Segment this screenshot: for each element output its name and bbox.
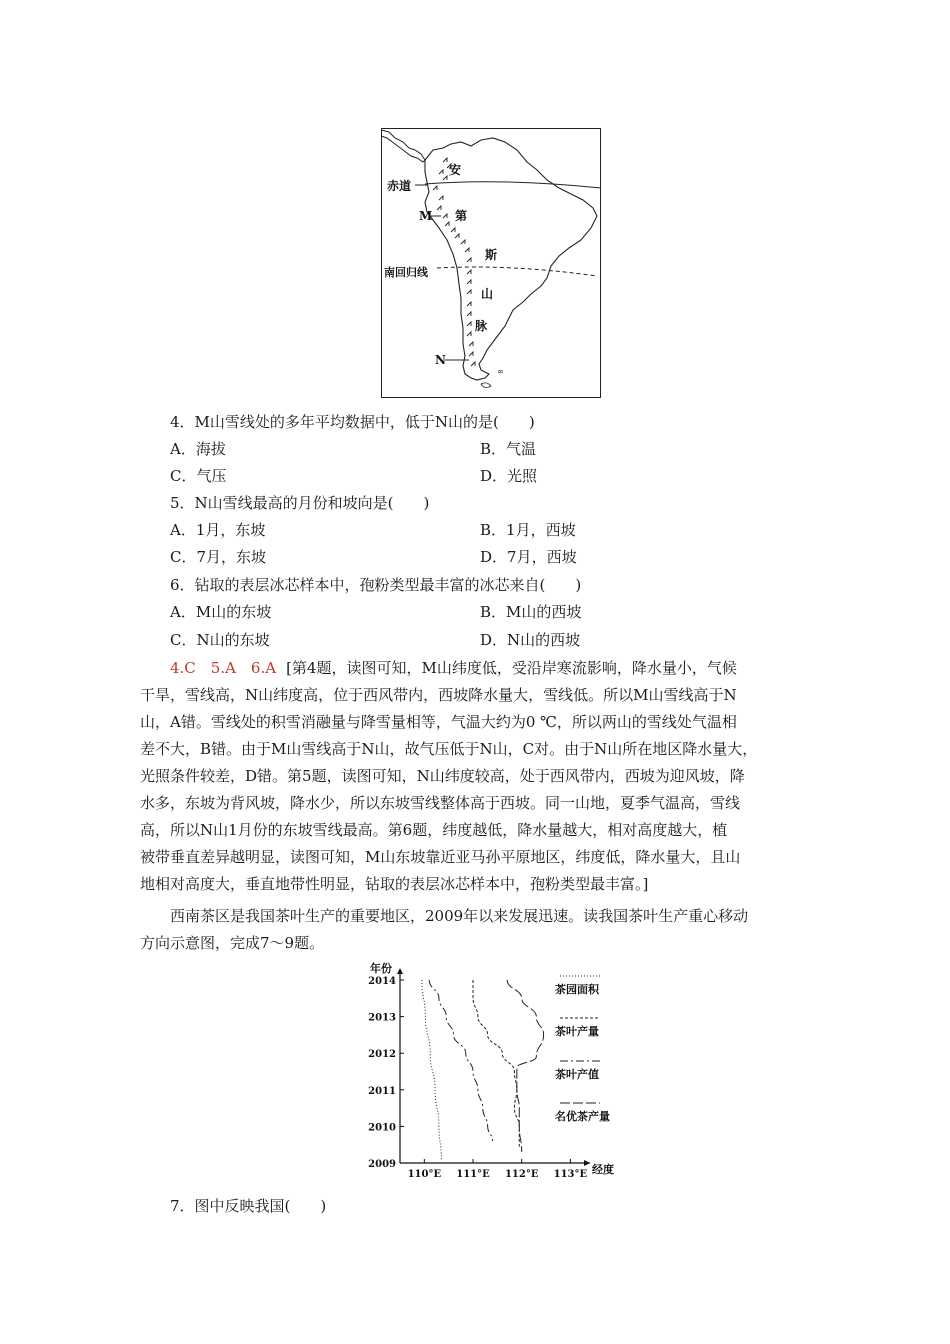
q4-option-d: D．光照 [480,467,538,485]
answer-line-6: 高，所以N山1月份的东坡雪线最高。第6题，纬度越低，降水量越大，相对高度越大，植 [140,821,728,839]
answer-line-0: [第4题，读图可知，M山纬度低，受沿岸寒流影响，降水量小，气候 [286,659,737,677]
tea-center-chart [360,960,630,1192]
label-equator: 赤道 [387,179,412,193]
q6-option-b: B．M山的西坡 [480,603,582,621]
answer-line-7: 被带垂直差异越明显，读图可知，M山东坡靠近亚马孙平原地区，纬度低，降水量大，且山 [140,848,741,866]
answer-line-3: 差不大，B错。由于M山雪线高于N山，故气压低于N山，C对。由于N山所在地区降水量大， [140,740,758,758]
q6-option-a: A．M山的东坡 [170,603,272,621]
q4-stem: 4．M山雪线处的多年平均数据中，低于N山的是( ) [170,413,535,431]
answer-line-8: 地相对高度大，垂直地带性明显，钻取的表层冰芯样本中，孢粉类型最丰富。] [140,875,649,893]
label-shan: 山 [481,287,494,301]
q6-stem: 6．钻取的表层冰芯样本中，孢粉类型最丰富的冰芯来自( ) [170,576,582,594]
series-line-茶园面积 [422,980,441,1159]
svg-text:∞: ∞ [497,367,504,376]
x-tick-label: 113°E [553,1169,588,1180]
y-tick-label: 2011 [368,1085,396,1097]
answer-line-1: 干旱，雪线高，N山纬度高，位于西风带内，西坡降水量大，雪线低。所以M山雪线高于N [140,686,737,704]
x-tick-label: 112°E [504,1169,539,1180]
label-mai: 脉 [475,319,488,333]
y-tick-label: 2009 [368,1159,396,1170]
answer-line-2: 山，A错。雪线处的积雪消融量与降雪量相等，气温大约为0 ℃，所以两山的雪线处气温相 [140,713,737,731]
chart-y-label: 年份 [370,962,392,975]
q7-stem: 7．图中反映我国( ) [170,1197,327,1215]
answer-keys: 4.C 5.A 6.A [170,659,277,677]
y-tick-label: 2012 [368,1049,396,1061]
series-line-茶叶产量 [473,980,519,1148]
label-an: 安 [449,163,462,177]
answer-first-line [170,658,737,678]
y-tick-label: 2014 [368,976,396,987]
q5-option-c: C．7月，东坡 [170,548,267,566]
answer-line-4: 光照条件较差，D错。第5题，读图可知，N山纬度较高，处于西风带内，西坡为迎风坡，降 [140,767,745,785]
legend-label: 茶园面积 [555,983,599,996]
q4-option-c: C．气压 [170,467,227,485]
intro-line-1: 方向示意图，完成7～9题。 [140,934,325,952]
label-si: 斯 [485,248,498,262]
q5-option-a: A．1月，东坡 [170,521,266,539]
label-di: 第 [455,209,468,223]
q6-option-d: D．N山的西坡 [480,631,581,649]
south-america-map [381,128,601,398]
legend-label: 名优茶产量 [555,1110,610,1123]
q6-option-c: C．N山的东坡 [170,631,270,649]
answer-line-5: 水多，东坡为背风坡，降水少，所以东坡雪线整体高于西坡。同一山地，夏季气温高，雪线 [140,794,741,812]
q5-option-d: D．7月，西坡 [480,548,577,566]
label-m: M [419,209,433,223]
legend-label: 茶叶产值 [555,1068,599,1081]
q5-option-b: B．1月，西坡 [480,521,576,539]
label-n: N [435,353,446,367]
legend-label: 茶叶产量 [555,1025,599,1038]
q4-option-b: B．气温 [480,440,537,458]
intro-line-0: 西南茶区是我国茶叶生产的重要地区，2009年以来发展迅速。读我国茶叶生产重心移动 [170,907,749,925]
x-tick-label: 111°E [456,1169,490,1180]
q4-option-a: A．海拔 [170,440,226,458]
chart-x-label: 经度 [592,1163,614,1176]
y-tick-label: 2013 [368,1012,396,1024]
x-axis-arrow [584,1160,590,1166]
y-axis-arrow [397,968,403,974]
label-tropic: 南回归线 [384,266,428,279]
x-tick-label: 110°E [407,1169,442,1180]
y-tick-label: 2010 [368,1122,396,1134]
q5-stem: 5．N山雪线最高的月份和坡向是( ) [170,494,430,512]
